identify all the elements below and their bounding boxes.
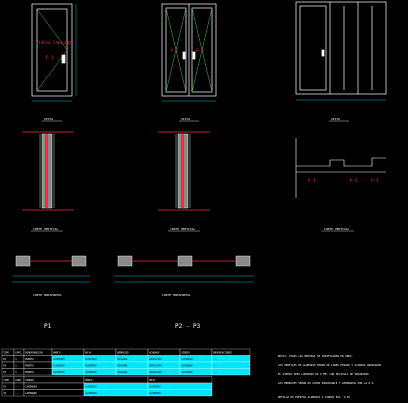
section-glass <box>181 134 184 208</box>
plan-caption-2: CORTE HORIZONTAL <box>162 293 191 297</box>
note-line-4: LOS HERRAJES SERAN DE ACERO INOXIDABLE Y APROBADOS POR LA D.O. <box>278 382 375 385</box>
schedule-row-cell <box>212 362 250 369</box>
section-mark-p2: P-2 <box>350 178 358 183</box>
schedule-subrow-cell-text: ALUMINIO <box>149 385 161 389</box>
section-caption-3: CORTE VERTICAL <box>324 227 350 231</box>
schedule-row-cell-text: P2 <box>3 364 7 368</box>
elevation-caption-1: VISTA <box>44 117 54 121</box>
schedule-header-cell-text: OBSERVACIONES <box>213 351 232 355</box>
schedule-row-cell-text: ALUMINIO <box>53 364 65 368</box>
schedule-row-cell-text: --- <box>213 357 218 361</box>
schedule-row-cell-text: ALUMINIO <box>85 370 97 374</box>
schedule-row-cell-text: LAMINADO <box>181 370 193 374</box>
schedule-subrow-cell-text: --- <box>15 391 20 395</box>
schedule-row-cell-text: BISAGRA <box>117 364 128 368</box>
schedule-row-cell-text: ALUMINIO <box>85 364 97 368</box>
schedule-header-cell-text: VIDRIO <box>181 351 190 355</box>
section-caption-1: CORTE VERTICAL <box>33 227 59 231</box>
schedule-row-cell-text: BISAGRA <box>117 370 128 374</box>
section-mark-p1: P-1 <box>308 178 316 183</box>
schedule-header-cell-text: TIPO <box>3 351 9 355</box>
note-line-2: LOS PERFILES DE ALUMINIO SERAN DE LINEA PESADA Y ACABADO ANODIZADO. <box>278 364 383 367</box>
schedule-row-cell <box>212 356 250 363</box>
schedule-row-cell-text: 1 <box>15 370 17 374</box>
schedule-subrow-cell-text: LAMINADO <box>25 391 37 395</box>
section-glass <box>45 134 48 208</box>
section-caption-2: CORTE VERTICAL <box>170 227 196 231</box>
schedule-subrow-cell-text: ALUMINIO <box>85 385 97 389</box>
section-mark-p3: P-3 <box>371 178 379 183</box>
schedule-subheader-cell-text: VIDRIO <box>25 378 34 382</box>
leaf-label-p3: P-3 <box>196 48 204 53</box>
schedule-subheader-cell <box>148 377 212 384</box>
schedule-row-cell-text: ANODIZADO <box>149 370 163 374</box>
right-handle <box>193 52 195 59</box>
schedule-row-cell <box>212 369 250 376</box>
window-handle <box>322 50 324 56</box>
plan-caption-1: CORTE HORIZONTAL <box>33 293 62 297</box>
schedule-subrow-cell-text: --- <box>15 385 20 389</box>
schedule-row-cell-text: ANODIZADO <box>149 364 163 368</box>
schedule-row-cell-text: PUERTA <box>25 364 34 368</box>
schedule-row-cell-text: 1 <box>15 364 17 368</box>
schedule-row-cell-text: P1 <box>3 357 7 361</box>
schedule-row-cell-text: P3 <box>3 370 7 374</box>
schedule-header-cell-text: DENOMINACION <box>25 351 43 355</box>
schedule-subrow-cell-text: ALUMINIO <box>149 391 161 395</box>
schedule-header-cell-text: MARCO <box>53 351 61 355</box>
schedule-subrow-cell-text: V1 <box>3 385 7 389</box>
plan-jamb-right <box>236 256 250 266</box>
plan-jamb-right <box>72 256 86 266</box>
schedule-header-cell-text: ACABADO <box>149 351 160 355</box>
schedule-row-cell-text: PUERTA <box>25 357 34 361</box>
schedule-subrow-cell-text: LAMINADO <box>25 385 37 389</box>
left-handle <box>183 52 185 59</box>
schedule-row-cell-text: ALUMINIO <box>85 357 97 361</box>
schedule-row-cell-text: BISAGRA <box>117 357 128 361</box>
schedule-subheader-cell <box>84 377 148 384</box>
schedule-row-cell-text: ALUMINIO <box>53 370 65 374</box>
elevation-caption-2: VISTA <box>181 117 191 121</box>
schedule-row-cell-text: --- <box>213 370 218 374</box>
plan-mark-1: P1 <box>44 323 52 330</box>
schedule-subheader-cell-text: HOJA <box>149 378 155 382</box>
schedule-row-cell-text: --- <box>213 364 218 368</box>
elevation-caption-3: VISTA <box>331 117 341 121</box>
schedule-subrow-cell-text: ALUMINIO <box>85 391 97 395</box>
schedule-subheader-cell-text: TIPO <box>3 378 9 382</box>
schedule-subheader-cell-text: MARCO <box>85 378 93 382</box>
note-line-3: EL VIDRIO SERA LAMINADO DE 6 MM. CON PELICULA DE SEGURIDAD. <box>278 373 371 376</box>
schedule-row-cell-text: ALUMINIO <box>53 357 65 361</box>
schedule-subrow-cell-text: V2 <box>3 391 7 395</box>
plan-jamb-left <box>16 256 30 266</box>
schedule-row-cell-text: 1 <box>15 357 17 361</box>
note-line-1: NOTAS: TODAS LAS MEDIDAS SE VERIFICARAN EN OBRA. <box>278 355 353 358</box>
schedule-subheader-cell-text: CANT. <box>15 378 23 382</box>
door-handle <box>62 55 65 63</box>
title-block: DETALLE DE PUERTAS ALUMINIO Y VIDRIO ESC. 1:20 <box>278 396 350 399</box>
schedule-header-cell-text: HOJA <box>85 351 91 355</box>
schedule-row-cell-text: ANODIZADO <box>149 357 163 361</box>
schedule-header-cell-text: HERRAJES <box>117 351 129 355</box>
plan-center-jamb <box>178 256 192 266</box>
plan-mark-2: P2 - P3 <box>175 323 201 330</box>
plan-jamb-left <box>118 256 132 266</box>
leaf-label-p2: P-2 <box>171 48 179 53</box>
schedule-row-cell-text: PUERTA <box>25 370 34 374</box>
leaf-label-p1: P-1 <box>46 55 54 60</box>
schedule-row-cell-text: LAMINADO <box>181 357 193 361</box>
schedule-row-cell-text: LAMINADO <box>181 364 193 368</box>
schedule-header-cell-text: CANT. <box>15 351 23 355</box>
glass-note: Vidrio laminado <box>36 40 73 45</box>
